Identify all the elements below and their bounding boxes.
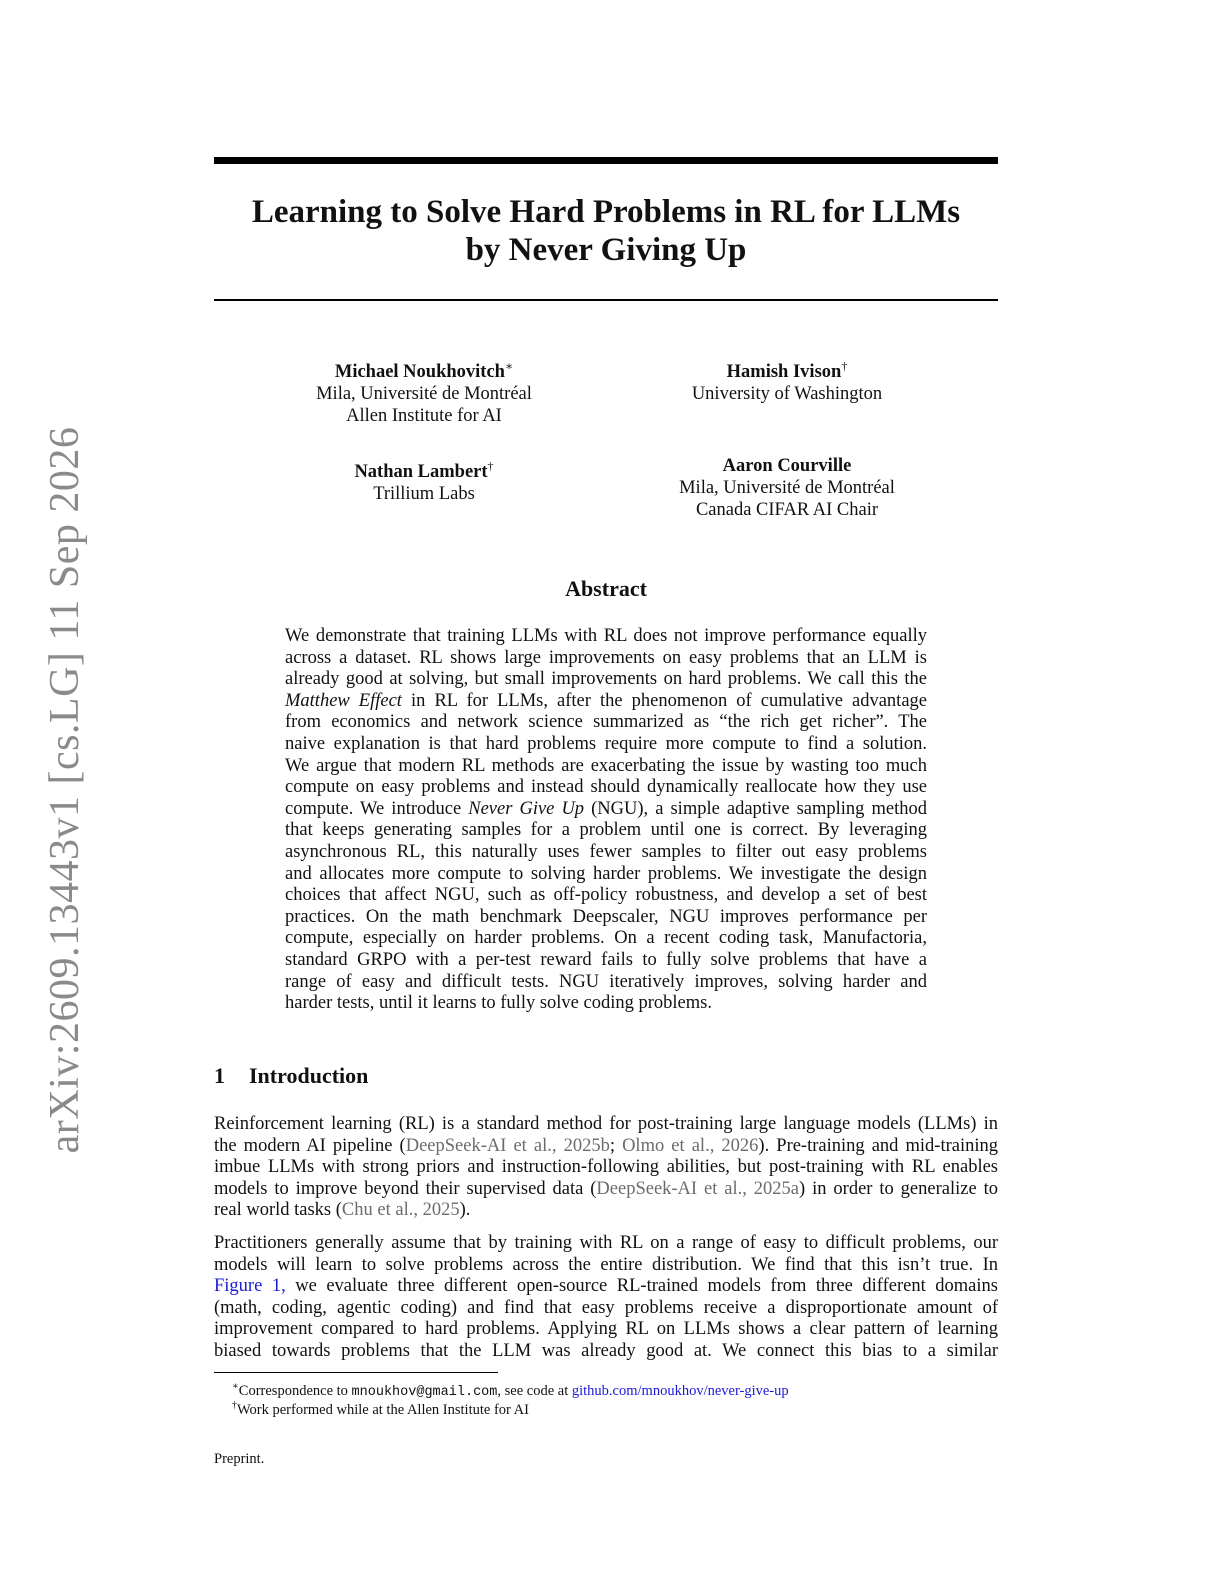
author-block — [607, 355, 967, 405]
citation-link[interactable]: Olmo et al., 2026 — [622, 1135, 759, 1156]
line-text: ) in order to generalize to — [799, 1178, 998, 1199]
line-text: ). — [459, 1200, 471, 1221]
abstract-line: We demonstrate that training LLMs with RL does not improve performance equally — [285, 626, 927, 646]
abstract-line: practices. On the math benchmark Deepscaler, NGU improves performance per — [285, 906, 927, 927]
line-text: models to improve beyond their supervised data ( — [214, 1178, 597, 1199]
footnote-text: , see code at — [497, 1382, 572, 1399]
citation-link[interactable]: Chu et al., 2025 — [341, 1200, 460, 1221]
line-text: ; — [609, 1135, 623, 1156]
author-block — [607, 455, 967, 521]
line-text: models will learn to solve problems across the entire distribution. We find that this isn’t true. In — [214, 1254, 998, 1275]
abstract-line: We argue that modern RL methods are exacerbating the issue by wasting too much — [285, 755, 927, 776]
paragraph-line — [214, 1200, 998, 1222]
line-text: Reinforcement learning (RL) is a standard method for post-training large language models (LLMs) in — [214, 1114, 998, 1134]
paragraph-line — [214, 1319, 998, 1341]
author-name: Hamish Ivison — [726, 362, 842, 383]
abstract-line: compute on easy problems and instead should dynamically reallocate how they use — [285, 777, 927, 798]
section-title: Introduction — [249, 1063, 369, 1088]
paper-title — [214, 193, 998, 269]
paragraph-line — [214, 1157, 998, 1179]
line-text: ). Pre-training and mid-training — [758, 1135, 998, 1156]
abstract-line: that keeps generating samples for a problem until one is correct. By leveraging — [285, 820, 927, 841]
title-line-1: Learning to Solve Hard Problems in RL for LLMs — [251, 194, 961, 230]
footnote-mark: † — [232, 1400, 237, 1411]
paragraph-line — [214, 1276, 998, 1298]
author-mark: † — [487, 459, 494, 473]
line-text: real world tasks ( — [214, 1200, 342, 1221]
email-address: mnoukhov@gmail.com — [351, 1384, 498, 1400]
line-text: we evaluate three different open-source RL-trained models from three different domains — [285, 1276, 998, 1297]
paragraph-line — [214, 1255, 998, 1277]
intro-paragraph-1 — [214, 1114, 998, 1222]
abstract-line: range of easy and difficult tests. NGU iteratively improves, solving harder and — [285, 971, 927, 992]
abstract-line: naive explanation is that hard problems require more compute to find a solution. — [285, 733, 927, 754]
line-text: Practitioners generally assume that by training with RL on a range of easy to difficult problems, our — [214, 1233, 998, 1253]
intro-paragraph-2 — [214, 1233, 998, 1363]
footnote-2 — [232, 1396, 529, 1420]
abstract-line: harder tests, until it learns to fully solve coding problems. — [285, 993, 712, 1014]
paragraph-line — [214, 1179, 998, 1201]
abstract-line: compute, especially on harder problems. On a recent coding task, Manufactoria, — [285, 928, 927, 949]
author-affiliation: Trillium Labs — [373, 484, 475, 505]
author-block — [244, 355, 604, 427]
author-name: Aaron Courville — [722, 456, 852, 476]
footnote-text: Correspondence to — [238, 1382, 352, 1399]
author-name: Nathan Lambert — [354, 462, 488, 483]
footnote-text: Work performed while at the Allen Institute for AI — [237, 1401, 529, 1418]
abstract-line: asynchronous RL, this naturally uses fewer samples to filter out easy problems — [285, 841, 927, 862]
author-affiliation: Allen Institute for AI — [346, 406, 502, 427]
author-affiliation: Mila, Université de Montréal — [679, 478, 895, 498]
abstract-line: across a dataset. RL shows large improvements on easy problems that an LLM is — [285, 647, 927, 668]
title-bottom-rule — [214, 299, 998, 301]
author-affiliation: Mila, Université de Montréal — [316, 384, 532, 405]
abstract-line: and allocates more compute to solving harder problems. We investigate the design — [285, 863, 927, 884]
title-top-rule — [214, 157, 998, 164]
line-text: the modern AI pipeline ( — [214, 1135, 406, 1156]
author-mark: ∗ — [504, 359, 514, 373]
abstract-line: standard GRPO with a per-test reward fails to fully solve problems that have a — [285, 949, 927, 970]
author-block — [244, 455, 604, 505]
preprint-label: Preprint. — [214, 1451, 265, 1467]
author-mark: † — [841, 359, 848, 373]
abstract-body — [285, 626, 927, 1015]
abstract-line: already good at solving, but small improvements on hard problems. We call this the — [285, 669, 927, 690]
arxiv-id: arXiv:2609.13443v1 [cs.LG] 11 Sep 2026 — [42, 426, 88, 1154]
line-text: imbue LLMs with strong priors and instruction-following abilities, but post-training with RL enables — [214, 1157, 998, 1178]
paragraph-line — [214, 1233, 998, 1255]
section-heading — [214, 1063, 368, 1089]
line-text: (math, coding, agentic coding) and find that easy problems receive a disproportionate amount of — [214, 1297, 998, 1318]
abstract-line: from economics and network science summarized as “the rich get richer”. The — [285, 712, 927, 733]
abstract-heading: Abstract — [565, 576, 647, 601]
line-text: improvement compared to hard problems. Applying RL on LLMs shows a clear pattern of learning — [214, 1319, 998, 1340]
paragraph-line — [214, 1298, 998, 1320]
footnote-rule — [214, 1372, 498, 1373]
paragraph-line — [214, 1341, 998, 1363]
citation-link[interactable]: DeepSeek-AI et al., 2025b — [405, 1135, 610, 1156]
abstract-line: choices that affect NGU, such as off-policy robustness, and develop a set of best — [285, 885, 927, 906]
figure-ref-link[interactable]: Figure 1, — [214, 1276, 286, 1297]
abstract-line: Matthew Effect in RL for LLMs, after the phenomenon of cumulative advantage — [285, 690, 927, 711]
paragraph-line — [214, 1114, 998, 1136]
abstract-line: compute. We introduce Never Give Up (NGU), a simple adaptive sampling method — [285, 798, 927, 819]
code-link[interactable]: github.com/mnoukhov/never-give-up — [571, 1382, 789, 1399]
paragraph-line — [214, 1136, 998, 1158]
line-text: biased towards problems that the LLM was already good at. We connect this bias to a similar — [214, 1340, 998, 1361]
author-name: Michael Noukhovitch — [334, 362, 505, 383]
section-number: 1 — [214, 1063, 225, 1088]
citation-link[interactable]: DeepSeek-AI et al., 2025a — [596, 1178, 800, 1199]
author-affiliation: University of Washington — [691, 384, 883, 405]
arxiv-sidebar-stamp — [40, 426, 90, 1154]
title-line-2: by Never Giving Up — [465, 232, 747, 268]
footnote-mark: ∗ — [232, 1381, 239, 1392]
author-affiliation: Canada CIFAR AI Chair — [695, 500, 879, 520]
